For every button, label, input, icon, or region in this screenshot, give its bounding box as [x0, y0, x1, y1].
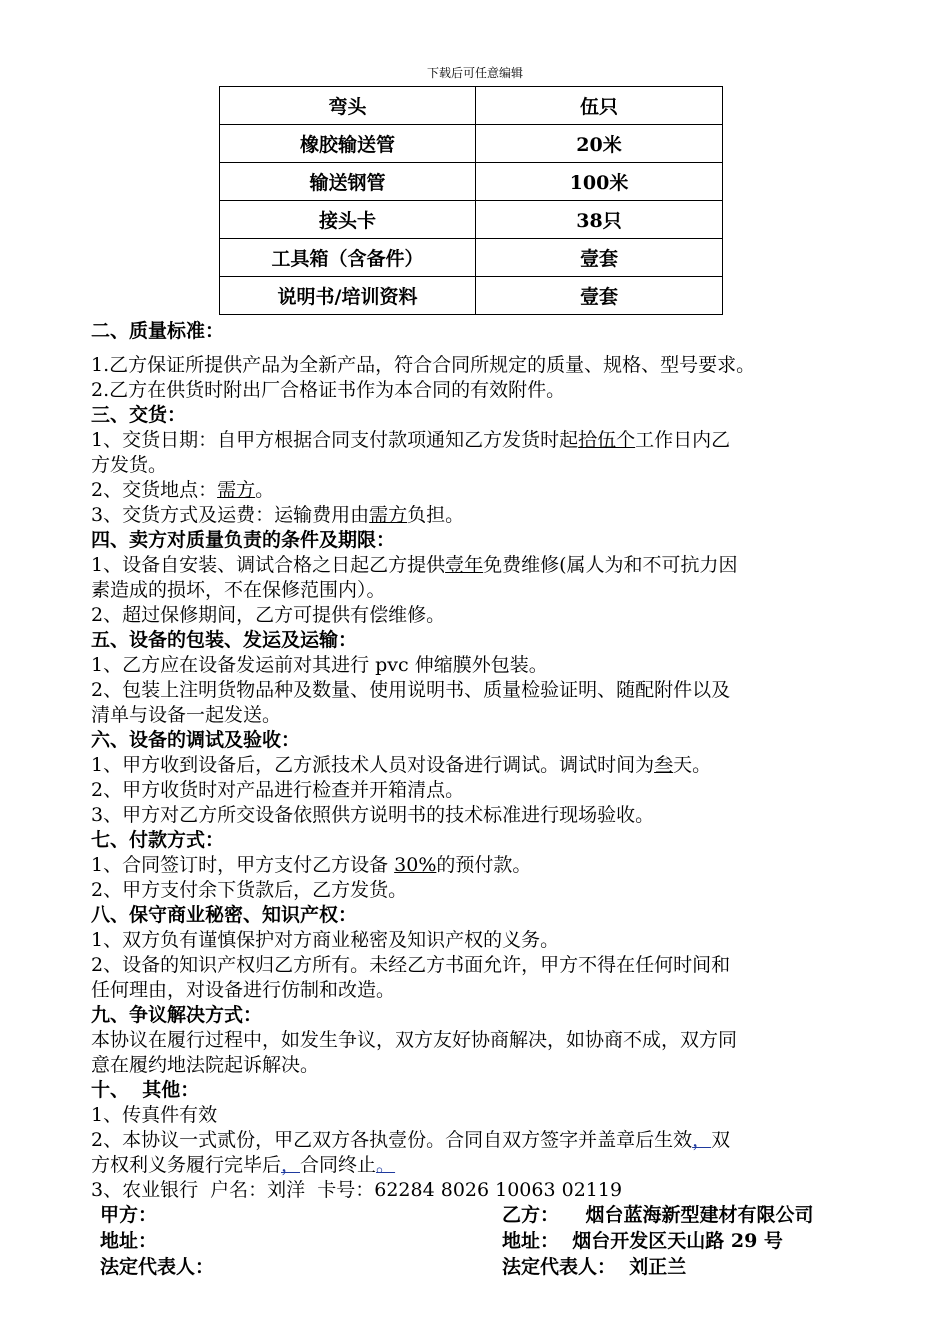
warranty-clause-1-cont: 素造成的损坏，不在保修范围内）。: [91, 579, 386, 601]
section-title-quality: 二、质量标准：: [91, 320, 225, 342]
other-clause-2: 2、本协议一式贰份，甲乙双方各执壹份。合同自双方签字并盖章后生效，双: [91, 1129, 731, 1151]
quality-clause-1: 1.乙方保证所提供产品为全新产品，符合合同所规定的质量、规格、型号要求。: [91, 354, 756, 376]
prepayment-rate: 30%: [394, 854, 437, 876]
delivery-clause-2: 2、交货地点：需方。: [91, 479, 275, 501]
item-name: 接头卡: [220, 201, 476, 239]
acceptance-clause-2: 2、甲方收货时对产品进行检查并开箱清点。: [91, 779, 465, 801]
table-row: [220, 239, 723, 277]
warranty-clause-2: 2、超过保修期间，乙方可提供有偿维修。: [91, 604, 446, 626]
item-qty: 壹套: [476, 277, 723, 315]
item-qty: 20米: [476, 125, 723, 163]
other-clause-1: 1、传真件有效: [91, 1104, 218, 1126]
item-name: 工具箱（含备件）: [220, 239, 476, 277]
quality-clause-2: 2.乙方在供货时附出厂合格证书作为本合同的有效附件。: [91, 379, 566, 401]
packaging-clause-2-cont: 清单与设备一起发送。: [91, 704, 282, 726]
warranty-period: 壹年: [445, 554, 484, 576]
item-name: 说明书/培训资料: [220, 277, 476, 315]
section-title-payment: 七、付款方式：: [91, 829, 225, 851]
section-title-warranty: 四、卖方对质量负责的条件及期限：: [91, 529, 396, 551]
party-a-address: 地址：: [100, 1230, 158, 1252]
section-title-confidentiality: 八、保守商业秘密、知识产权：: [91, 904, 358, 926]
packaging-clause-2: 2、包装上注明货物品种及数量、使用说明书、质量检验证明、随配附件以及: [91, 679, 731, 701]
item-qty: 100米: [476, 163, 723, 201]
confidentiality-clause-1: 1、双方负有谨慎保护对方商业秘密及知识产权的义务。: [91, 929, 560, 951]
debug-days: 叁: [654, 754, 674, 776]
delivery-clause-1-cont: 方发货。: [91, 454, 168, 476]
table-row: [220, 163, 723, 201]
item-qty: 38只: [476, 201, 723, 239]
packaging-clause-1: 1、乙方应在设备发运前对其进行 pvc 伸缩膜外包装。: [91, 654, 548, 676]
payment-clause-2: 2、甲方支付余下货款后，乙方发货。: [91, 879, 408, 901]
item-name: 弯头: [220, 87, 476, 125]
dispute-clause: 本协议在履行过程中，如发生争议，双方友好协商解决，如协商不成，双方同: [91, 1029, 738, 1051]
signature-block: [100, 1202, 880, 1280]
freight-payer: 需方: [369, 504, 408, 526]
items-table: [219, 86, 723, 315]
item-name: 输送钢管: [220, 163, 476, 201]
item-qty: 伍只: [476, 87, 723, 125]
contract-body: [91, 319, 871, 1203]
section-title-dispute: 九、争议解决方式：: [91, 1004, 263, 1026]
bank-account: 3、农业银行 户名：刘洋 卡号：62284 8026 10063 02119: [91, 1179, 623, 1201]
table-row: [220, 201, 723, 239]
payment-clause-1: 1、合同签订时，甲方支付乙方设备 30%的预付款。: [91, 854, 532, 876]
party-a-representative: 法定代表人：: [100, 1256, 215, 1278]
party-b-label: 乙方： 烟台蓝海新型建材有限公司: [502, 1204, 814, 1226]
party-b-representative: 法定代表人： 刘正兰: [502, 1256, 687, 1278]
party-b-address: 地址： 烟台开发区天山路 29 号: [502, 1230, 783, 1252]
section-title-acceptance: 六、设备的调试及验收：: [91, 729, 301, 751]
other-clause-2-cont: 方权利义务履行完毕后，合同终止。: [91, 1154, 396, 1176]
dispute-clause-cont: 意在履约地法院起诉解决。: [91, 1054, 320, 1076]
delivery-clause-3: 3、交货方式及运费：运输费用由需方负担。: [91, 504, 465, 526]
section-title-other: 十、 其他：: [91, 1079, 200, 1101]
table-row: [220, 277, 723, 315]
confidentiality-clause-2: 2、设备的知识产权归乙方所有。未经乙方书面允许，甲方不得在任何时间和: [91, 954, 731, 976]
section-title-packaging: 五、设备的包装、发运及运输：: [91, 629, 358, 651]
table-row: [220, 87, 723, 125]
delivery-clause-1: 1、交货日期：自甲方根据合同支付款项通知乙方发货时起拾伍个工作日内乙: [91, 429, 731, 451]
item-qty: 壹套: [476, 239, 723, 277]
delivery-place: 需方: [217, 479, 256, 501]
warranty-clause-1: 1、设备自安装、调试合格之日起乙方提供壹年免费维修(属人为和不可抗力因: [91, 554, 738, 576]
party-a-label: 甲方：: [100, 1204, 158, 1226]
delivery-days: 拾伍个: [578, 429, 636, 451]
item-name: 橡胶输送管: [220, 125, 476, 163]
page-header: 下载后可任意编辑: [426, 66, 523, 80]
section-title-delivery: 三、交货：: [91, 404, 187, 426]
confidentiality-clause-2-cont: 任何理由，对设备进行仿制和改造。: [91, 979, 396, 1001]
acceptance-clause-1: 1、甲方收到设备后，乙方派技术人员对设备进行调试。调试时间为叁天。: [91, 754, 712, 776]
acceptance-clause-3: 3、甲方对乙方所交设备依照供方说明书的技术标准进行现场验收。: [91, 804, 655, 826]
table-row: [220, 125, 723, 163]
